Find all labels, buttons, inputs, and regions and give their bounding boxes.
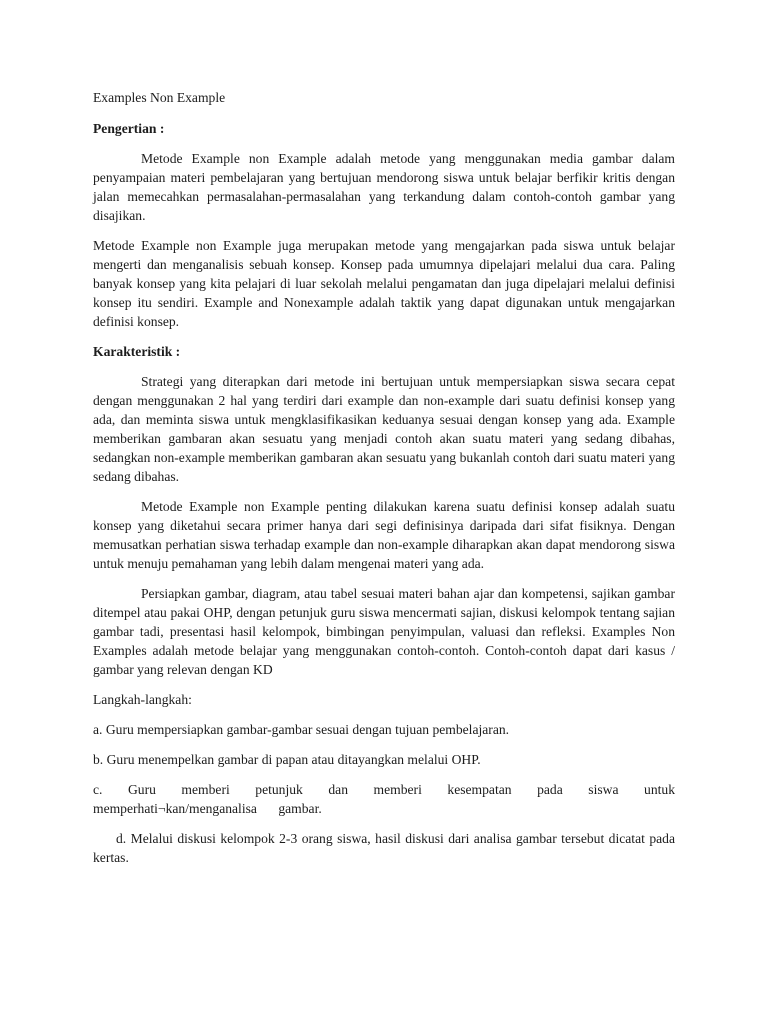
step-c: c. Guru memberi petunjuk dan memberi kesempatan pada siswa untuk memperhati¬kan/menganalisa gambar. xyxy=(93,782,675,816)
paragraph-1: Metode Example non Example adalah metode yang menggunakan media gambar dalam penyampaian materi pembelajaran yang bertujuan mendorong siswa untuk belajar berfikir kritis dengan jalan memecahkan permasalahan-permasalahan yang terkandung dalam contoh-contoh gambar yang disajikan. xyxy=(93,151,675,223)
paragraph-5: Persiapkan gambar, diagram, atau tabel sesuai materi bahan ajar dan kompetensi, sajikan gambar ditempel atau pakai OHP, dengan petunjuk guru siswa mencermati sajian, diskusi kelompok tentang sajian gambar tadi, presentasi hasil kelompok, bimbingan penyimpulan, valuasi dan refleksi. Examples Non Examples adalah metode belajar yang menggunakan contoh-contoh. Contoh-contoh dapat dari kasus / gambar yang relevan dengan KD xyxy=(93,586,675,677)
document-body xyxy=(93,88,675,878)
paragraph-3: Strategi yang diterapkan dari metode ini bertujuan untuk mempersiapkan siswa secara cepat dengan menggunakan 2 hal yang terdiri dari example dan non-example dari suatu definisi konsep yang ada, dan meminta siswa untuk mengklasifikasikan keduanya sesuai dengan konsep yang ada. Example memberikan gambaran akan sesuatu yang menjadi contoh akan suatu materi yang sedang dibahas, sedangkan non-example memberikan gambaran akan sesuatu yang bukanlah contoh dari suatu materi yang sedang dibahas. xyxy=(93,374,675,484)
step-a: a. Guru mempersiapkan gambar-gambar sesuai dengan tujuan pembelajaran. xyxy=(93,722,510,737)
heading-pengertian: Pengertian : xyxy=(93,121,165,136)
document-title: Examples Non Example xyxy=(93,90,226,105)
paragraph-4: Metode Example non Example penting dilakukan karena suatu definisi konsep adalah suatu konsep yang diketahui secara primer hanya dari segi definisinya daripada dari sifat fisiknya. Dengan memusatkan perhatian siswa terhadap example dan non-example diharapkan akan dapat mendorong siswa untuk menuju pemahaman yang lebih dalam mengenai materi yang ada. xyxy=(93,499,675,571)
step-d: d. Melalui diskusi kelompok 2-3 orang siswa, hasil diskusi dari analisa gambar tersebut dicatat pada kertas. xyxy=(93,831,675,865)
step-b: b. Guru menempelkan gambar di papan atau ditayangkan melalui OHP. xyxy=(93,752,481,767)
heading-karakteristik: Karakteristik : xyxy=(93,344,181,359)
heading-langkah: Langkah-langkah: xyxy=(93,692,192,707)
paragraph-2: Metode Example non Example juga merupakan metode yang mengajarkan pada siswa untuk belajar mengerti dan menganalisis sebuah konsep. Konsep pada umumnya dipelajari melalui dua cara. Paling banyak konsep yang kita pelajari di luar sekolah melalui pengamatan dan juga dipelajari melalui definisi konsep itu sendiri. Example and Nonexample adalah taktik yang dapat digunakan untuk mengajarkan definisi konsep. xyxy=(93,238,675,329)
